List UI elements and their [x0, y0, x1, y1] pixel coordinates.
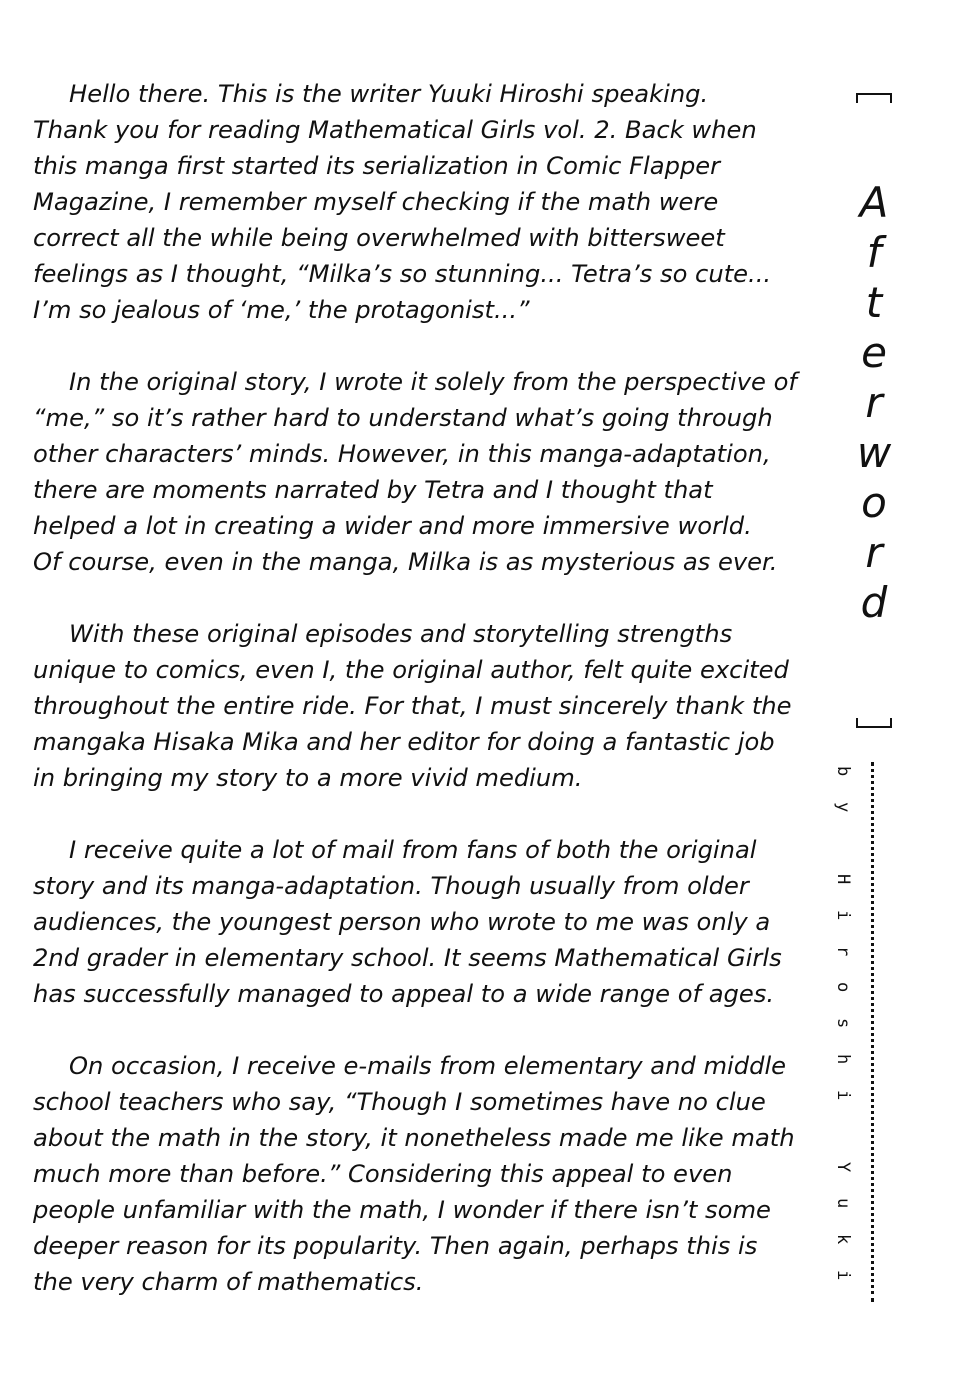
paragraph-1: [33, 76, 823, 328]
title-letter: o: [861, 478, 887, 527]
byline-letter: b: [833, 766, 853, 777]
text-line: throughout the entire ride. For that, I must sincerely thank the: [33, 692, 792, 720]
byline-letter: h: [833, 1054, 853, 1065]
dotted-divider: [871, 762, 874, 1302]
title-bracket-top: [856, 93, 892, 103]
text-line: school teachers who say, “Though I sometimes have no clue: [33, 1088, 766, 1116]
title-letter: w: [856, 428, 892, 477]
text-line: audiences, the youngest person who wrote to me was only a: [33, 908, 771, 936]
text-line: “me,” so it’s rather hard to understand what’s going through: [33, 404, 773, 432]
byline-letter: [829, 1126, 857, 1136]
title-bracket-bottom: [856, 718, 892, 728]
byline-letter: i: [833, 1090, 853, 1101]
text-line: people unfamiliar with the math, I wonder if there isn’t some: [33, 1196, 771, 1224]
text-line: I’m so jealous of ‘me,’ the protagonist...”: [33, 296, 530, 324]
byline-letter: k: [833, 1234, 853, 1245]
text-line: With these original episodes and storytelling strengths: [69, 620, 733, 648]
text-line: has successfully managed to appeal to a wide range of ages.: [33, 980, 775, 1008]
byline-letter: i: [833, 910, 853, 921]
text-line: other characters’ minds. However, in this manga-adaptation,: [33, 440, 771, 468]
afterword-body: [33, 76, 823, 1336]
text-line: the very charm of mathematics.: [33, 1268, 424, 1296]
text-line: unique to comics, even I, the original author, felt quite excited: [33, 656, 789, 684]
text-line: in bringing my story to a more vivid medium.: [33, 764, 583, 792]
text-line: mangaka Hisaka Mika and her editor for doing a fantastic job: [33, 728, 775, 756]
paragraph-4: [33, 832, 823, 1012]
paragraph-3: [33, 616, 823, 796]
byline-letter: y: [833, 802, 853, 813]
text-line: On occasion, I receive e-mails from elementary and middle: [69, 1052, 787, 1080]
text-line: story and its manga-adaptation. Though usually from older: [33, 872, 749, 900]
byline-letter: r: [833, 946, 853, 957]
title-letter: d: [860, 578, 888, 627]
title-letter: t: [865, 278, 883, 327]
text-line: 2nd grader in elementary school. It seems Mathematical Girls: [33, 944, 782, 972]
text-line: Thank you for reading Mathematical Girls vol. 2. Back when: [33, 116, 757, 144]
byline-letter: [829, 838, 857, 848]
text-line: In the original story, I wrote it solely from the perspective of: [69, 368, 797, 396]
byline-letter: H: [833, 874, 853, 885]
text-line: about the math in the story, it nonetheless made me like math: [33, 1124, 795, 1152]
vertical-title-afterword: [846, 178, 902, 628]
title-letter: A: [859, 178, 889, 227]
title-letter: f: [866, 228, 882, 277]
text-line: Hello there. This is the writer Yuuki Hiroshi speaking.: [69, 80, 709, 108]
text-line: Magazine, I remember myself checking if the math were: [33, 188, 719, 216]
text-line: I receive quite a lot of mail from fans of both the original: [69, 836, 757, 864]
text-line: feelings as I thought, “Milka’s so stunning... Tetra’s so cute...: [33, 260, 772, 288]
byline-letter: u: [833, 1198, 853, 1209]
text-line: much more than before.” Considering this appeal to even: [33, 1160, 733, 1188]
byline-letter: Y: [833, 1162, 853, 1173]
text-line: this manga first started its serialization in Comic Flapper: [33, 152, 721, 180]
paragraph-2: [33, 364, 823, 580]
title-letter: e: [861, 328, 887, 377]
text-line: deeper reason for its popularity. Then again, perhaps this is: [33, 1232, 758, 1260]
text-line: Of course, even in the manga, Milka is as mysterious as ever.: [33, 548, 778, 576]
author-byline: [829, 766, 857, 1306]
title-letter: r: [865, 378, 883, 427]
text-line: correct all the while being overwhelmed with bittersweet: [33, 224, 725, 252]
byline-letter: i: [833, 1270, 853, 1281]
paragraph-5: [33, 1048, 823, 1300]
text-line: there are moments narrated by Tetra and I thought that: [33, 476, 713, 504]
byline-letter: s: [833, 1018, 853, 1029]
title-letter: r: [865, 528, 883, 577]
byline-letter: o: [833, 982, 853, 993]
text-line: helped a lot in creating a wider and more immersive world.: [33, 512, 752, 540]
